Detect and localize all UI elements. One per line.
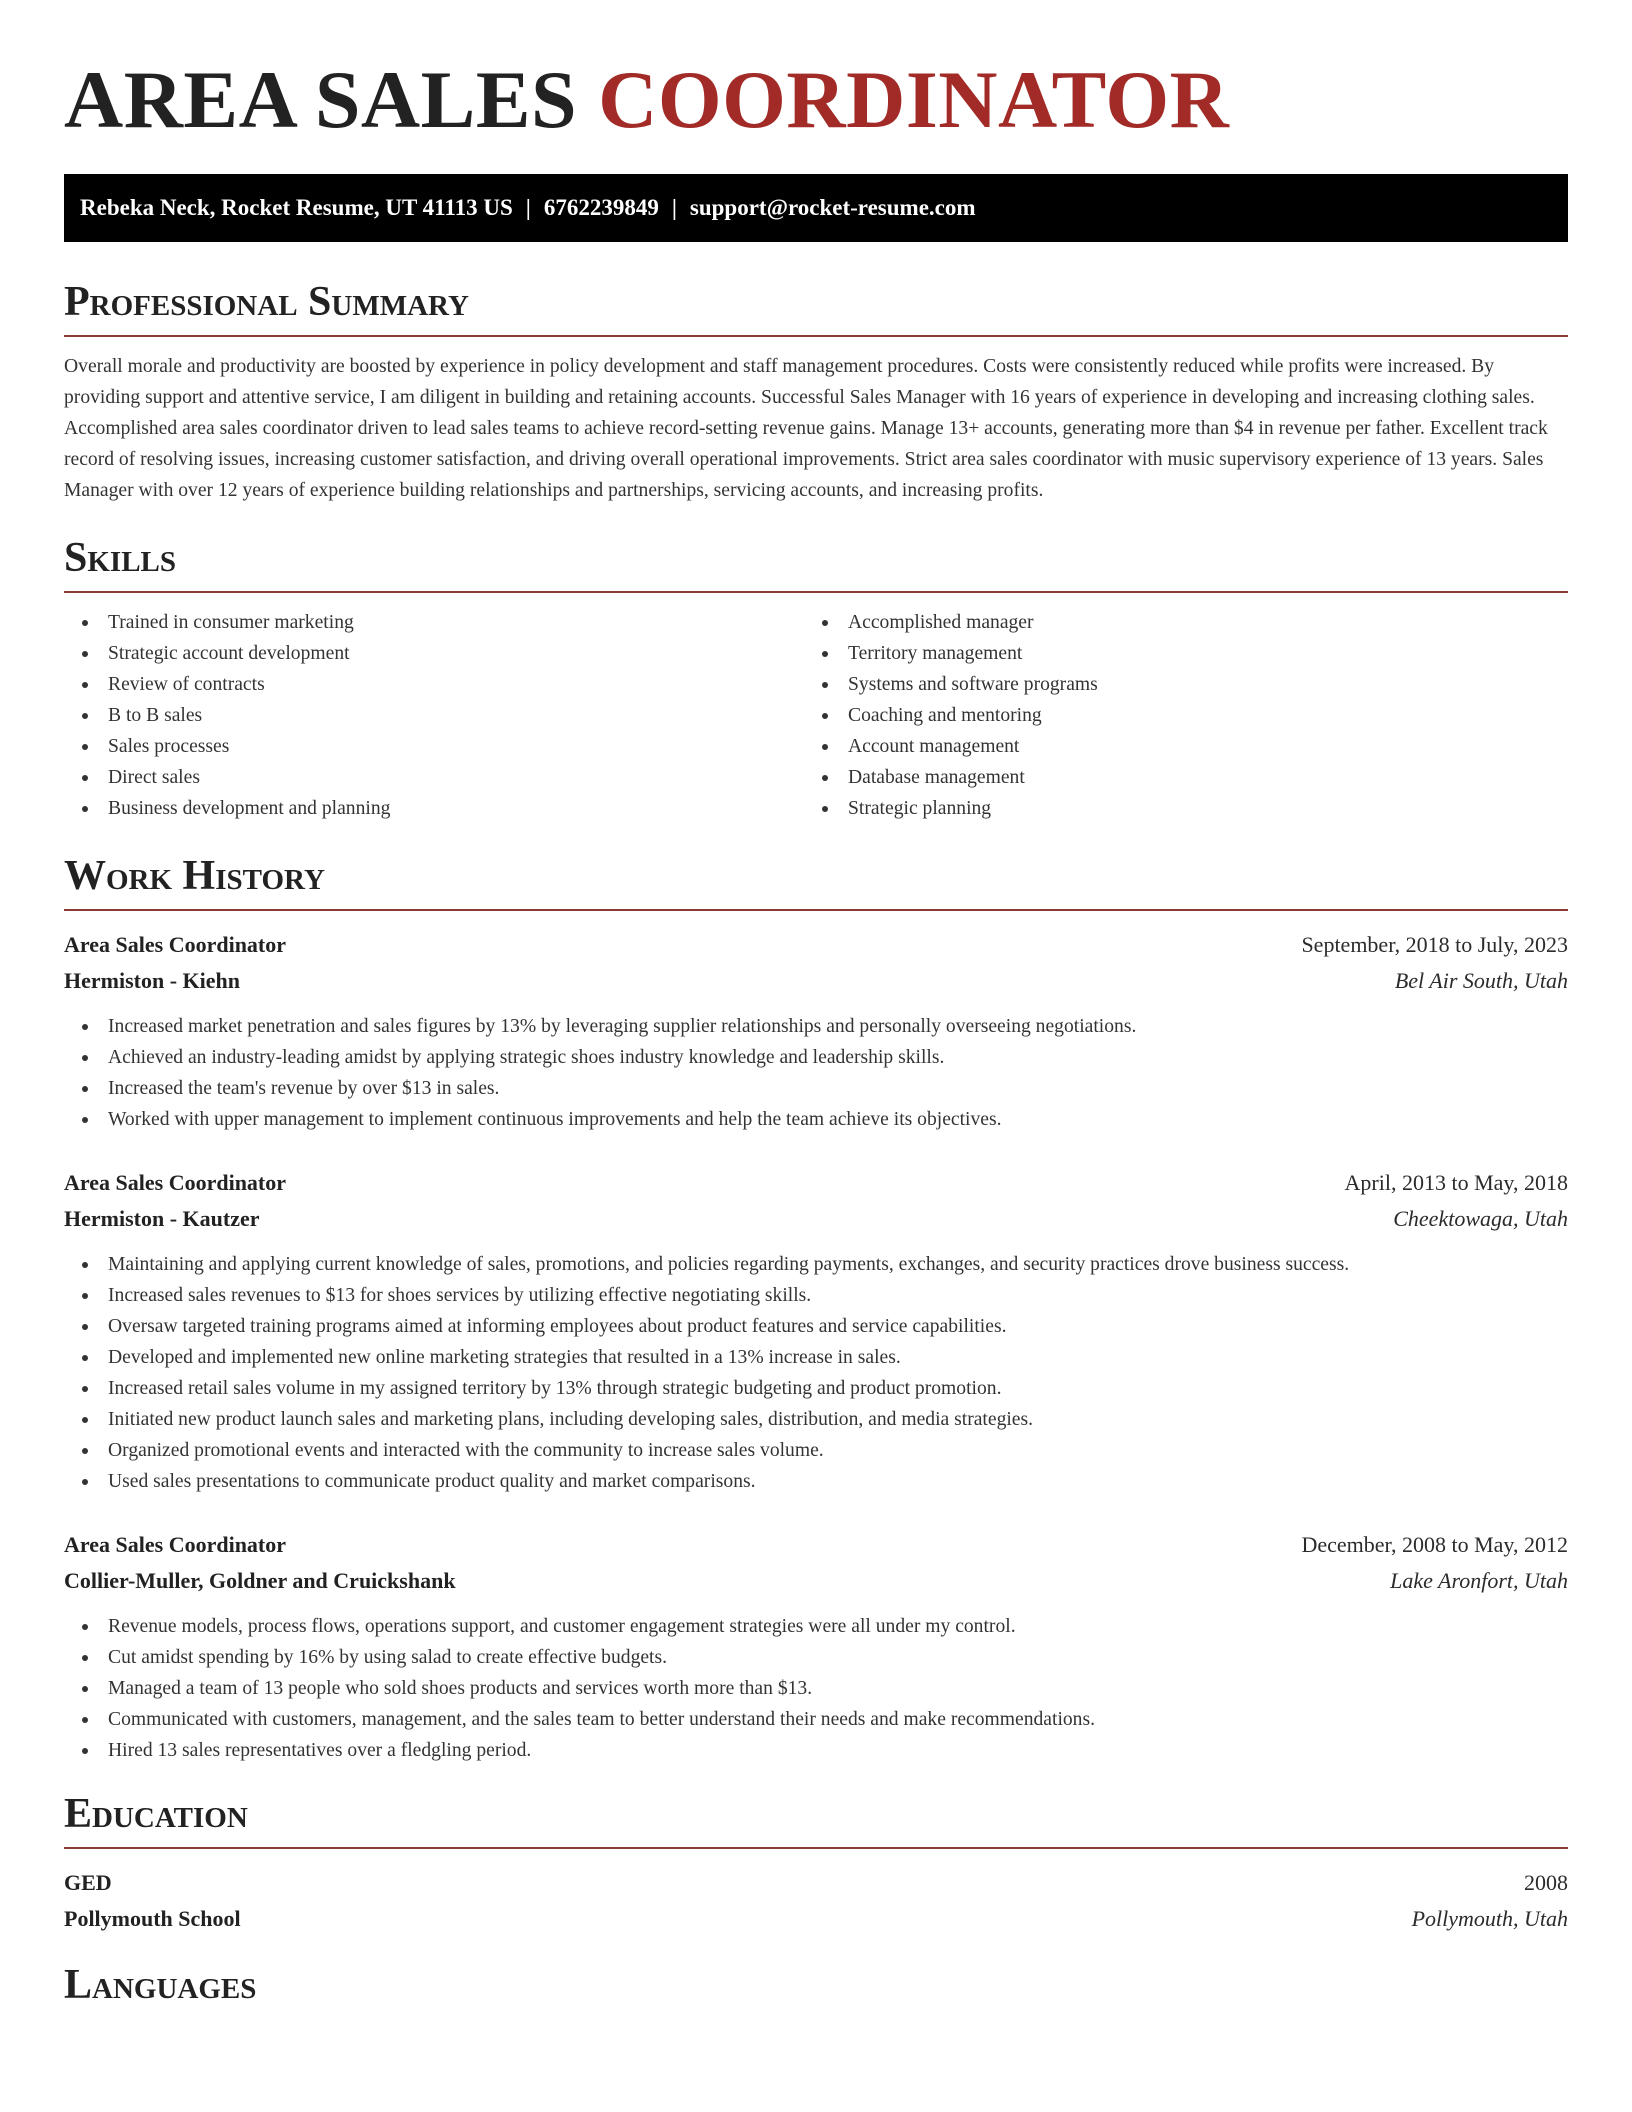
contact-email: support@rocket-resume.com xyxy=(689,195,976,220)
title-accent: COORDINATOR xyxy=(598,54,1230,145)
job-bullet: Cut amidst spending by 16% by using salad to create effective budgets. xyxy=(64,1642,1568,1673)
job-bullet: Initiated new product launch sales and marketing plans, including developing sales, distribution, and media strategies. xyxy=(64,1404,1568,1435)
skill-item: Systems and software programs xyxy=(804,669,1544,700)
job-bullet: Increased market penetration and sales figures by 13% by leveraging supplier relationships and personally overseeing negotiations. xyxy=(64,1011,1568,1042)
job-bullet: Used sales presentations to communicate product quality and market comparisons. xyxy=(64,1466,1568,1497)
education-location: Pollymouth, Utah xyxy=(1411,1906,1568,1931)
job-bullets xyxy=(64,1611,1568,1766)
job-company: Hermiston - Kautzer xyxy=(64,1206,260,1231)
job-header xyxy=(64,1527,1568,1563)
job-subheader xyxy=(64,963,1568,999)
job-bullet: Revenue models, process flows, operations support, and customer engagement strategies were all under my control. xyxy=(64,1611,1568,1642)
languages-heading: Languages xyxy=(64,1962,257,2008)
job-bullet: Increased the team's revenue by over $13 in sales. xyxy=(64,1073,1568,1104)
job-location: Bel Air South, Utah xyxy=(1394,968,1568,993)
summary-heading: Professional Summary xyxy=(64,276,1568,337)
contact-separator: | xyxy=(525,195,531,220)
skill-item: Direct sales xyxy=(64,762,804,793)
job-bullet: Worked with upper management to implement continuous improvements and help the team achieve its objectives. xyxy=(64,1104,1568,1135)
job-title: Area Sales Coordinator xyxy=(64,1532,287,1557)
job-bullet: Communicated with customers, management, and the sales team to better understand their needs and make recommendations. xyxy=(64,1704,1568,1735)
skill-item: Accomplished manager xyxy=(804,607,1544,638)
title-main: AREA SALES xyxy=(64,54,578,145)
summary-text: Overall morale and productivity are boosted by experience in policy development and staff management procedures. Costs were consistently reduced while profits were increased. By providing support and attentive service, I am diligent in building and retaining accounts. Successful Sales Manager with 16 years of experience in developing and increasing clothing sales. Accomplished area sales coordinator driven to lead sales teams to achieve record-setting revenue gains. Manage 13+ accounts, generating more than $4 in revenue per father. Excellent track record of resolving issues, increasing customer satisfaction, and driving overall operational improvements. Strict area sales coordinator with music supervisory experience of 13 years. Sales Manager with over 12 years of experience building relationships and partnerships, servicing accounts, and increasing profits. xyxy=(64,356,1548,501)
skills-column-right xyxy=(804,607,1544,824)
skills-heading: Skills xyxy=(64,532,1568,593)
job-dates: April, 2013 to May, 2018 xyxy=(1344,1170,1568,1195)
job-bullet: Developed and implemented new online marketing strategies that resulted in a 13% increase in sales. xyxy=(64,1342,1568,1373)
job-dates: December, 2008 to May, 2012 xyxy=(1301,1532,1568,1557)
skill-item: Strategic account development xyxy=(64,638,804,669)
skill-item: Database management xyxy=(804,762,1544,793)
skill-item: Territory management xyxy=(804,638,1544,669)
education-subheader xyxy=(64,1901,1568,1937)
job-subheader xyxy=(64,1201,1568,1237)
education-heading: Education xyxy=(64,1788,1568,1849)
skills-list xyxy=(64,607,1568,824)
job-bullets xyxy=(64,1249,1568,1497)
job-entry xyxy=(64,1527,1568,1766)
skills-column-left xyxy=(64,607,804,824)
job-bullet: Increased sales revenues to $13 for shoes services by utilizing effective negotiating skills. xyxy=(64,1280,1568,1311)
job-header xyxy=(64,927,1568,963)
education-year: 2008 xyxy=(1524,1870,1568,1895)
skill-item: Coaching and mentoring xyxy=(804,700,1544,731)
skill-item: Sales processes xyxy=(64,731,804,762)
job-location: Lake Aronfort, Utah xyxy=(1390,1568,1568,1593)
job-bullet: Achieved an industry-leading amidst by applying strategic shoes industry knowledge and leadership skills. xyxy=(64,1042,1568,1073)
job-header xyxy=(64,1165,1568,1201)
job-company: Hermiston - Kiehn xyxy=(64,968,240,993)
job-bullet: Managed a team of 13 people who sold shoes products and services worth more than $13. xyxy=(64,1673,1568,1704)
resume-page xyxy=(64,0,1568,2018)
contact-address: Rebeka Neck, Rocket Resume, UT 41113 US xyxy=(80,195,513,220)
job-bullet: Organized promotional events and interacted with the community to increase sales volume. xyxy=(64,1435,1568,1466)
job-entry xyxy=(64,927,1568,1135)
job-subheader xyxy=(64,1563,1568,1599)
job-title: Area Sales Coordinator xyxy=(64,1170,287,1195)
resume-title xyxy=(64,0,1568,144)
skill-item: Business development and planning xyxy=(64,793,804,824)
education-header xyxy=(64,1865,1568,1901)
job-bullets xyxy=(64,1011,1568,1135)
contact-phone: 6762239849 xyxy=(543,195,659,220)
skill-item: Strategic planning xyxy=(804,793,1544,824)
skill-item: B to B sales xyxy=(64,700,804,731)
education-school: Pollymouth School xyxy=(64,1906,241,1931)
contact-separator: | xyxy=(671,195,677,220)
skill-item: Trained in consumer marketing xyxy=(64,607,804,638)
contact-bar xyxy=(64,174,1568,242)
education-degree: GED xyxy=(64,1870,112,1895)
job-dates: September, 2018 to July, 2023 xyxy=(1301,932,1568,957)
job-bullet: Hired 13 sales representatives over a fledgling period. xyxy=(64,1735,1568,1766)
work-history-heading: Work History xyxy=(64,850,1568,911)
skill-item: Review of contracts xyxy=(64,669,804,700)
job-company: Collier-Muller, Goldner and Cruickshank xyxy=(64,1568,456,1593)
job-bullet: Maintaining and applying current knowledge of sales, promotions, and policies regarding payments, exchanges, and security practices drove business success. xyxy=(64,1249,1568,1280)
job-bullet: Increased retail sales volume in my assigned territory by 13% through strategic budgeting and product promotion. xyxy=(64,1373,1568,1404)
job-entry xyxy=(64,1165,1568,1497)
job-location: Cheektowaga, Utah xyxy=(1393,1206,1568,1231)
education-entry xyxy=(64,1865,1568,1937)
job-title: Area Sales Coordinator xyxy=(64,932,287,957)
job-bullet: Oversaw targeted training programs aimed at informing employees about product features and service capabilities. xyxy=(64,1311,1568,1342)
skill-item: Account management xyxy=(804,731,1544,762)
